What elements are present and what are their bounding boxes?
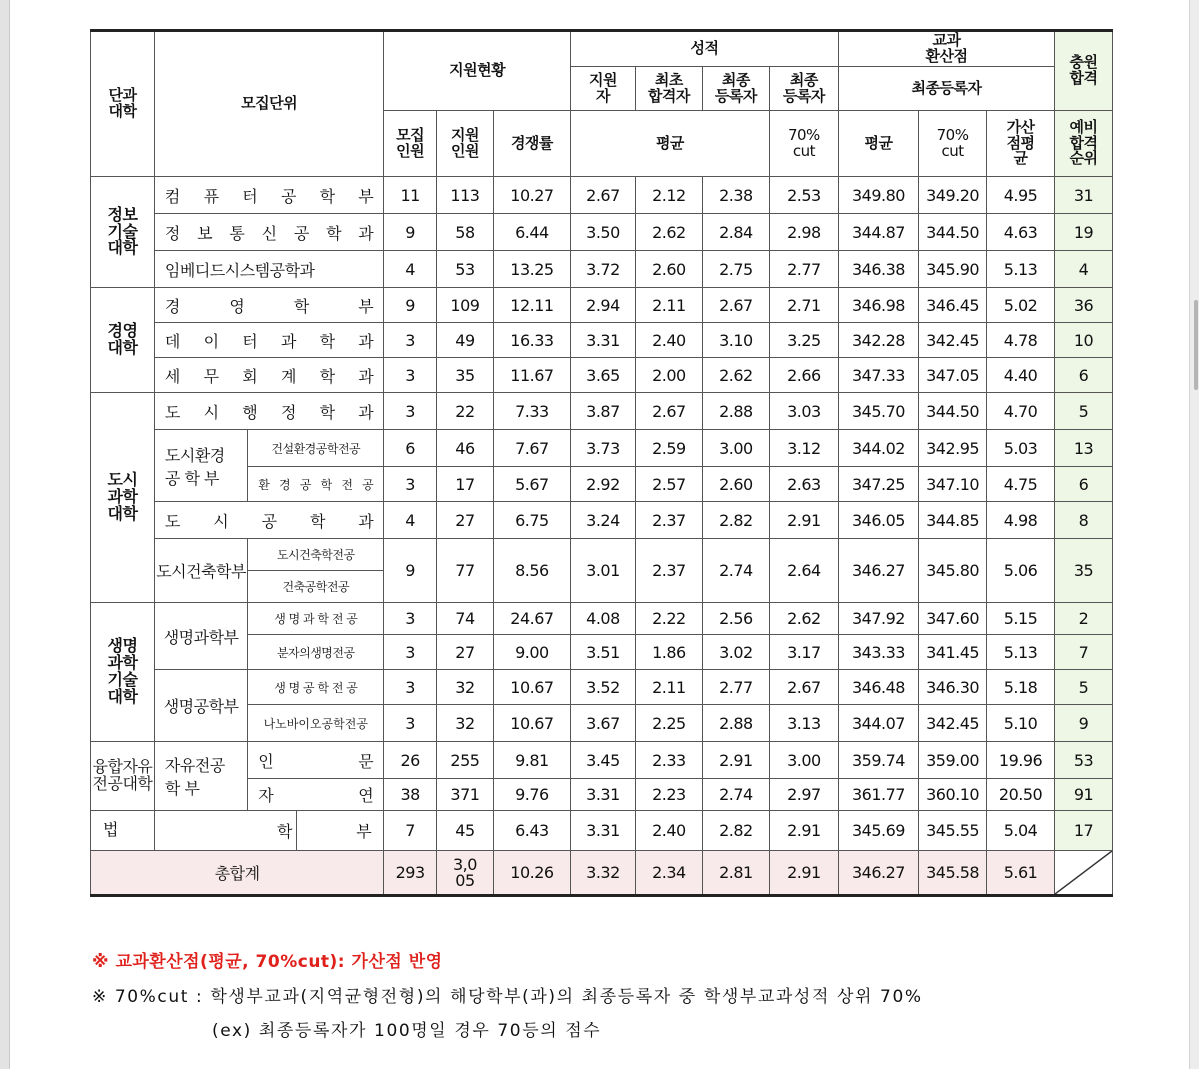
cell-conv-cut: 359.00 bbox=[919, 742, 987, 779]
group-env: 도시환경 공 학 부 bbox=[154, 430, 247, 502]
cell-applicant-avg: 3.87 bbox=[571, 393, 636, 430]
header-extra-pass: 충원 합격 bbox=[1055, 31, 1113, 111]
cell-ratio: 6.43 bbox=[493, 811, 570, 851]
table-row bbox=[91, 502, 1113, 539]
college-it: 정보 기술 대학 bbox=[91, 177, 155, 288]
header-conv-cut70: 70% cut bbox=[919, 111, 987, 177]
cell-conv-avg: 347.92 bbox=[838, 603, 918, 635]
header-conv-score: 교과 환산점 bbox=[838, 31, 1054, 67]
cell-final-avg: 3.00 bbox=[702, 430, 769, 467]
cell-final-avg: 2.84 bbox=[702, 214, 769, 251]
unit-name: 도시건축학전공 bbox=[248, 539, 384, 571]
cell-bonus: 4.75 bbox=[987, 467, 1055, 502]
cell-final-avg: 2.91 bbox=[702, 742, 769, 779]
cell-applicant-avg: 3.73 bbox=[571, 430, 636, 467]
cell-conv-avg: 343.33 bbox=[838, 635, 918, 670]
cell-waitlist: 35 bbox=[1055, 539, 1113, 603]
total-empty-slash-cell bbox=[1055, 851, 1113, 896]
cell-applicants: 49 bbox=[437, 323, 494, 358]
cell-ratio: 9.81 bbox=[493, 742, 570, 779]
cell-ratio: 10.27 bbox=[493, 177, 570, 214]
cell-conv-avg: 345.69 bbox=[838, 811, 918, 851]
cell-first-avg: 2.22 bbox=[635, 603, 702, 635]
cell-applicants: 53 bbox=[437, 251, 494, 288]
college-bio: 생명 과학 기술 대학 bbox=[91, 603, 155, 742]
unit-name: 경 영 학 부 bbox=[154, 288, 383, 323]
cell-waitlist: 5 bbox=[1055, 670, 1113, 705]
cell-bonus: 5.18 bbox=[987, 670, 1055, 705]
cell-bonus: 4.78 bbox=[987, 323, 1055, 358]
cell-final-cut: 2.53 bbox=[769, 177, 838, 214]
college-biz: 경영 대학 bbox=[91, 288, 155, 393]
cell-final-avg: 2.67 bbox=[702, 288, 769, 323]
left-page-edge bbox=[0, 0, 10, 1069]
cell-quota: 11 bbox=[384, 177, 437, 214]
cell-final-cut: 2.67 bbox=[769, 670, 838, 705]
cell-applicants: 27 bbox=[437, 635, 494, 670]
table-row bbox=[91, 393, 1113, 430]
cell-waitlist: 53 bbox=[1055, 742, 1113, 779]
cell-ratio: 6.75 bbox=[493, 502, 570, 539]
cell-final-cut: 2.91 bbox=[769, 502, 838, 539]
cell-conv-cut: 347.05 bbox=[919, 358, 987, 393]
cell-first-avg: 2.60 bbox=[635, 251, 702, 288]
cell-waitlist: 36 bbox=[1055, 288, 1113, 323]
cell-applicant-avg: 3.01 bbox=[571, 539, 636, 603]
cell-bonus: 5.04 bbox=[987, 811, 1055, 851]
cell-ratio: 9.76 bbox=[493, 779, 570, 811]
cell-waitlist: 2 bbox=[1055, 603, 1113, 635]
cell-conv-cut: 342.45 bbox=[919, 705, 987, 742]
cell-final-cut: 3.12 bbox=[769, 430, 838, 467]
cell-conv-avg: 346.48 bbox=[838, 670, 918, 705]
cell-applicants: 46 bbox=[437, 430, 494, 467]
note-conv-score: ※ 교과환산점(평균, 70%cut): 가산점 반영 bbox=[92, 952, 443, 972]
unit-name: 건설환경공학전공 bbox=[248, 430, 384, 467]
cell-bonus: 5.13 bbox=[987, 635, 1055, 670]
cell-final-cut: 2.62 bbox=[769, 603, 838, 635]
cell-applicants: 58 bbox=[437, 214, 494, 251]
header-cut70: 70% cut bbox=[769, 111, 838, 177]
cell-quota: 9 bbox=[384, 288, 437, 323]
table-row bbox=[91, 288, 1113, 323]
unit-name: 자 연 bbox=[248, 779, 384, 811]
total-ratio: 10.26 bbox=[493, 851, 570, 896]
header-ratio: 경쟁률 bbox=[493, 111, 570, 177]
total-applicant-avg: 3.32 bbox=[571, 851, 636, 896]
cell-final-cut: 3.00 bbox=[769, 742, 838, 779]
diagonal-slash-icon bbox=[1055, 851, 1112, 894]
cell-conv-avg: 342.28 bbox=[838, 323, 918, 358]
cell-applicants: 371 bbox=[437, 779, 494, 811]
cell-conv-avg: 349.80 bbox=[838, 177, 918, 214]
cell-bonus: 4.95 bbox=[987, 177, 1055, 214]
cell-applicants: 255 bbox=[437, 742, 494, 779]
cell-final-avg: 2.38 bbox=[702, 177, 769, 214]
cell-waitlist: 6 bbox=[1055, 358, 1113, 393]
unit-name: 세 무 회 계 학 과 bbox=[154, 358, 383, 393]
cell-applicant-avg: 2.67 bbox=[571, 177, 636, 214]
cell-applicant-avg: 4.08 bbox=[571, 603, 636, 635]
table-row bbox=[91, 811, 1113, 851]
cell-ratio: 7.33 bbox=[493, 393, 570, 430]
cell-bonus: 5.03 bbox=[987, 430, 1055, 467]
college-urban: 도시 과학 대학 bbox=[91, 393, 155, 603]
cell-conv-cut: 344.50 bbox=[919, 393, 987, 430]
cell-bonus: 19.96 bbox=[987, 742, 1055, 779]
cell-ratio: 10.67 bbox=[493, 705, 570, 742]
cell-applicants: 27 bbox=[437, 502, 494, 539]
unit-name: 분자의생명전공 bbox=[248, 635, 384, 670]
cell-final-avg: 2.56 bbox=[702, 603, 769, 635]
cell-final-avg: 2.88 bbox=[702, 393, 769, 430]
cell-conv-avg: 344.02 bbox=[838, 430, 918, 467]
header-waitlist: 예비 합격 순위 bbox=[1055, 111, 1113, 177]
cell-applicants: 74 bbox=[437, 603, 494, 635]
cell-applicant-avg: 3.52 bbox=[571, 670, 636, 705]
cell-conv-cut: 342.45 bbox=[919, 323, 987, 358]
cell-applicant-avg: 3.31 bbox=[571, 779, 636, 811]
cell-quota: 3 bbox=[384, 467, 437, 502]
cell-bonus: 4.98 bbox=[987, 502, 1055, 539]
cell-first-avg: 2.00 bbox=[635, 358, 702, 393]
college-convergence: 융합자유 전공대학 bbox=[91, 742, 155, 811]
cell-conv-cut: 360.10 bbox=[919, 779, 987, 811]
group-bioeng: 생명공학부 bbox=[154, 670, 247, 742]
cell-bonus: 4.70 bbox=[987, 393, 1055, 430]
cell-quota: 7 bbox=[384, 811, 437, 851]
cell-first-avg: 1.86 bbox=[635, 635, 702, 670]
cell-waitlist: 6 bbox=[1055, 467, 1113, 502]
unit-name-2: 건축공학전공 bbox=[248, 571, 384, 603]
cell-first-avg: 2.33 bbox=[635, 742, 702, 779]
cell-quota: 3 bbox=[384, 635, 437, 670]
cell-applicants: 35 bbox=[437, 358, 494, 393]
cell-bonus: 5.13 bbox=[987, 251, 1055, 288]
table-row bbox=[91, 358, 1113, 393]
cell-applicant-avg: 3.31 bbox=[571, 323, 636, 358]
cell-applicants: 32 bbox=[437, 670, 494, 705]
table-row bbox=[91, 323, 1113, 358]
cell-bonus: 5.10 bbox=[987, 705, 1055, 742]
cell-applicant-avg: 3.65 bbox=[571, 358, 636, 393]
cell-applicant-avg: 3.50 bbox=[571, 214, 636, 251]
cell-final-cut: 2.77 bbox=[769, 251, 838, 288]
cell-applicant-avg: 3.67 bbox=[571, 705, 636, 742]
cell-first-avg: 2.40 bbox=[635, 323, 702, 358]
cell-final-avg: 2.74 bbox=[702, 539, 769, 603]
unit-name: 나노바이오공학전공 bbox=[248, 705, 384, 742]
total-conv-avg: 346.27 bbox=[838, 851, 918, 896]
cell-conv-avg: 346.27 bbox=[838, 539, 918, 603]
cell-conv-cut: 341.45 bbox=[919, 635, 987, 670]
cell-conv-avg: 347.33 bbox=[838, 358, 918, 393]
cell-applicants: 17 bbox=[437, 467, 494, 502]
cell-ratio: 9.00 bbox=[493, 635, 570, 670]
unit-name: 임베디드시스템공학과 bbox=[154, 251, 383, 288]
cell-final-cut: 2.97 bbox=[769, 779, 838, 811]
cell-conv-cut: 344.50 bbox=[919, 214, 987, 251]
cell-final-cut: 3.13 bbox=[769, 705, 838, 742]
cell-conv-cut: 347.10 bbox=[919, 467, 987, 502]
total-row bbox=[91, 851, 1113, 896]
total-applicants: 3,0 05 bbox=[437, 851, 494, 896]
cell-quota: 38 bbox=[384, 779, 437, 811]
unit-name: 부 bbox=[296, 811, 383, 851]
cell-quota: 9 bbox=[384, 214, 437, 251]
cell-applicants: 45 bbox=[437, 811, 494, 851]
group-life: 생명과학부 bbox=[154, 603, 247, 670]
cell-first-avg: 2.40 bbox=[635, 811, 702, 851]
cell-applicant-avg: 3.51 bbox=[571, 635, 636, 670]
unit-name: 환 경 공 학 전 공 bbox=[248, 467, 384, 502]
unit-name: 정 보 통 신 공 학 과 bbox=[154, 214, 383, 251]
header-final-reg: 최종 등록자 bbox=[702, 67, 769, 111]
cell-final-cut: 3.03 bbox=[769, 393, 838, 430]
college-law: 법 bbox=[91, 811, 155, 851]
cell-waitlist: 8 bbox=[1055, 502, 1113, 539]
table-row bbox=[91, 670, 1113, 705]
cell-quota: 6 bbox=[384, 430, 437, 467]
cell-final-avg: 2.77 bbox=[702, 670, 769, 705]
cell-ratio: 6.44 bbox=[493, 214, 570, 251]
header-final-reg-cut: 최종 등록자 bbox=[769, 67, 838, 111]
cell-final-avg: 2.88 bbox=[702, 705, 769, 742]
total-final-avg: 2.81 bbox=[702, 851, 769, 896]
cell-bonus: 5.06 bbox=[987, 539, 1055, 603]
cell-bonus: 5.15 bbox=[987, 603, 1055, 635]
cell-conv-avg: 344.07 bbox=[838, 705, 918, 742]
cell-quota: 3 bbox=[384, 603, 437, 635]
total-label: 총합계 bbox=[91, 851, 384, 896]
cell-quota: 3 bbox=[384, 323, 437, 358]
cell-quota: 3 bbox=[384, 705, 437, 742]
cell-waitlist: 17 bbox=[1055, 811, 1113, 851]
cell-first-avg: 2.11 bbox=[635, 288, 702, 323]
cell-quota: 3 bbox=[384, 670, 437, 705]
scrollbar-thumb[interactable] bbox=[1194, 300, 1198, 390]
cell-applicants: 113 bbox=[437, 177, 494, 214]
cell-applicant-avg: 2.92 bbox=[571, 467, 636, 502]
cell-conv-cut: 344.85 bbox=[919, 502, 987, 539]
header-final-reg-wide: 최종등록자 bbox=[838, 67, 1054, 111]
cell-first-avg: 2.37 bbox=[635, 539, 702, 603]
table-row bbox=[91, 539, 1113, 571]
total-quota: 293 bbox=[384, 851, 437, 896]
cell-conv-avg: 346.98 bbox=[838, 288, 918, 323]
cell-final-avg: 2.74 bbox=[702, 779, 769, 811]
cell-ratio: 11.67 bbox=[493, 358, 570, 393]
cell-final-avg: 2.62 bbox=[702, 358, 769, 393]
cell-applicant-avg: 3.72 bbox=[571, 251, 636, 288]
cell-waitlist: 9 bbox=[1055, 705, 1113, 742]
cell-ratio: 5.67 bbox=[493, 467, 570, 502]
cell-waitlist: 91 bbox=[1055, 779, 1113, 811]
cell-conv-cut: 345.55 bbox=[919, 811, 987, 851]
cell-bonus: 20.50 bbox=[987, 779, 1055, 811]
cell-first-avg: 2.62 bbox=[635, 214, 702, 251]
cell-ratio: 7.67 bbox=[493, 430, 570, 467]
header-grades: 성적 bbox=[571, 31, 839, 67]
cell-applicant-avg: 3.31 bbox=[571, 811, 636, 851]
cell-final-cut: 2.63 bbox=[769, 467, 838, 502]
cell-conv-cut: 342.95 bbox=[919, 430, 987, 467]
header-bonus-avg: 가산 점평 균 bbox=[987, 111, 1055, 177]
cell-applicants: 109 bbox=[437, 288, 494, 323]
cell-applicants: 22 bbox=[437, 393, 494, 430]
right-page-edge bbox=[1189, 0, 1199, 1069]
table-row bbox=[91, 742, 1113, 779]
cell-waitlist: 5 bbox=[1055, 393, 1113, 430]
cell-final-cut: 3.25 bbox=[769, 323, 838, 358]
cell-applicants: 77 bbox=[437, 539, 494, 603]
cell-bonus: 5.02 bbox=[987, 288, 1055, 323]
cell-quota: 3 bbox=[384, 358, 437, 393]
cell-final-avg: 2.82 bbox=[702, 502, 769, 539]
header-applicant: 지원 자 bbox=[571, 67, 636, 111]
cell-conv-cut: 346.45 bbox=[919, 288, 987, 323]
header-first-pass: 최초 합격자 bbox=[635, 67, 702, 111]
unit-name: 컴 퓨 터 공 학 부 bbox=[154, 177, 383, 214]
cell-conv-cut: 345.90 bbox=[919, 251, 987, 288]
cell-waitlist: 13 bbox=[1055, 430, 1113, 467]
header-avg: 평균 bbox=[571, 111, 770, 177]
cell-ratio: 12.11 bbox=[493, 288, 570, 323]
header-college: 단과 대학 bbox=[91, 31, 155, 177]
cell-quota: 4 bbox=[384, 502, 437, 539]
cell-quota: 4 bbox=[384, 251, 437, 288]
admission-results-table bbox=[90, 29, 1113, 897]
header-unit: 모집단위 bbox=[154, 31, 383, 177]
total-conv-cut: 345.58 bbox=[919, 851, 987, 896]
table-row bbox=[91, 251, 1113, 288]
cell-ratio: 8.56 bbox=[493, 539, 570, 603]
cell-first-avg: 2.57 bbox=[635, 467, 702, 502]
cell-quota: 26 bbox=[384, 742, 437, 779]
table-row bbox=[91, 214, 1113, 251]
header-applicants: 지원 인원 bbox=[437, 111, 494, 177]
cell-applicants: 32 bbox=[437, 705, 494, 742]
cell-applicant-avg: 3.24 bbox=[571, 502, 636, 539]
unit-name: 생 명 공 학 전 공 bbox=[248, 670, 384, 705]
table-row bbox=[91, 177, 1113, 214]
cell-waitlist: 7 bbox=[1055, 635, 1113, 670]
group-arch: 도시건축학부 bbox=[154, 539, 247, 603]
cell-final-avg: 3.02 bbox=[702, 635, 769, 670]
unit-name: 도 시 공 학 과 bbox=[154, 502, 383, 539]
header-apply-status: 지원현황 bbox=[384, 31, 571, 111]
cell-waitlist: 19 bbox=[1055, 214, 1113, 251]
note-cut-definition: ※ 70%cut : 학생부교과(지역균형전형)의 해당학부(과)의 최종등록자 중 학생부교과성적 상위 70% bbox=[92, 987, 923, 1007]
cell-final-cut: 2.98 bbox=[769, 214, 838, 251]
cell-ratio: 24.67 bbox=[493, 603, 570, 635]
cell-ratio: 13.25 bbox=[493, 251, 570, 288]
cell-conv-avg: 359.74 bbox=[838, 742, 918, 779]
cell-conv-cut: 349.20 bbox=[919, 177, 987, 214]
unit-name: 데 이 터 과 학 과 bbox=[154, 323, 383, 358]
cell-first-avg: 2.67 bbox=[635, 393, 702, 430]
cell-conv-avg: 346.38 bbox=[838, 251, 918, 288]
cell-conv-avg: 344.87 bbox=[838, 214, 918, 251]
cell-final-cut: 2.66 bbox=[769, 358, 838, 393]
cell-first-avg: 2.59 bbox=[635, 430, 702, 467]
cell-first-avg: 2.25 bbox=[635, 705, 702, 742]
unit-name: 인 문 bbox=[248, 742, 384, 779]
note-example: (ex) 최종등록자가 100명일 경우 70등의 점수 bbox=[212, 1021, 602, 1041]
total-first-avg: 2.34 bbox=[635, 851, 702, 896]
cell-bonus: 4.40 bbox=[987, 358, 1055, 393]
footnotes bbox=[92, 947, 923, 1041]
cell-conv-cut: 347.60 bbox=[919, 603, 987, 635]
group-free: 자유전공 학 부 bbox=[154, 742, 247, 811]
cell-conv-avg: 345.70 bbox=[838, 393, 918, 430]
cell-waitlist: 31 bbox=[1055, 177, 1113, 214]
cell-final-cut: 2.71 bbox=[769, 288, 838, 323]
cell-applicant-avg: 3.45 bbox=[571, 742, 636, 779]
cell-first-avg: 2.37 bbox=[635, 502, 702, 539]
cell-conv-cut: 346.30 bbox=[919, 670, 987, 705]
cell-final-cut: 3.17 bbox=[769, 635, 838, 670]
unit-name: 도 시 행 정 학 과 bbox=[154, 393, 383, 430]
cell-conv-cut: 345.80 bbox=[919, 539, 987, 603]
total-bonus: 5.61 bbox=[987, 851, 1055, 896]
cell-conv-avg: 346.05 bbox=[838, 502, 918, 539]
cell-bonus: 4.63 bbox=[987, 214, 1055, 251]
cell-final-avg: 2.75 bbox=[702, 251, 769, 288]
cell-applicant-avg: 2.94 bbox=[571, 288, 636, 323]
cell-waitlist: 10 bbox=[1055, 323, 1113, 358]
table-row bbox=[91, 430, 1113, 467]
cell-conv-avg: 347.25 bbox=[838, 467, 918, 502]
cell-quota: 3 bbox=[384, 393, 437, 430]
cell-ratio: 16.33 bbox=[493, 323, 570, 358]
cell-waitlist: 4 bbox=[1055, 251, 1113, 288]
total-final-cut: 2.91 bbox=[769, 851, 838, 896]
cell-final-avg: 2.60 bbox=[702, 467, 769, 502]
cell-first-avg: 2.12 bbox=[635, 177, 702, 214]
cell-final-cut: 2.64 bbox=[769, 539, 838, 603]
cell-ratio: 10.67 bbox=[493, 670, 570, 705]
law-mid-label: 학 bbox=[154, 811, 296, 851]
header-conv-avg: 평균 bbox=[838, 111, 918, 177]
header-quota: 모집 인원 bbox=[384, 111, 437, 177]
unit-name: 생 명 과 학 전 공 bbox=[248, 603, 384, 635]
cell-first-avg: 2.23 bbox=[635, 779, 702, 811]
cell-final-avg: 3.10 bbox=[702, 323, 769, 358]
table-row bbox=[91, 603, 1113, 635]
cell-conv-avg: 361.77 bbox=[838, 779, 918, 811]
cell-final-cut: 2.91 bbox=[769, 811, 838, 851]
cell-final-avg: 2.82 bbox=[702, 811, 769, 851]
cell-quota: 9 bbox=[384, 539, 437, 603]
cell-first-avg: 2.11 bbox=[635, 670, 702, 705]
